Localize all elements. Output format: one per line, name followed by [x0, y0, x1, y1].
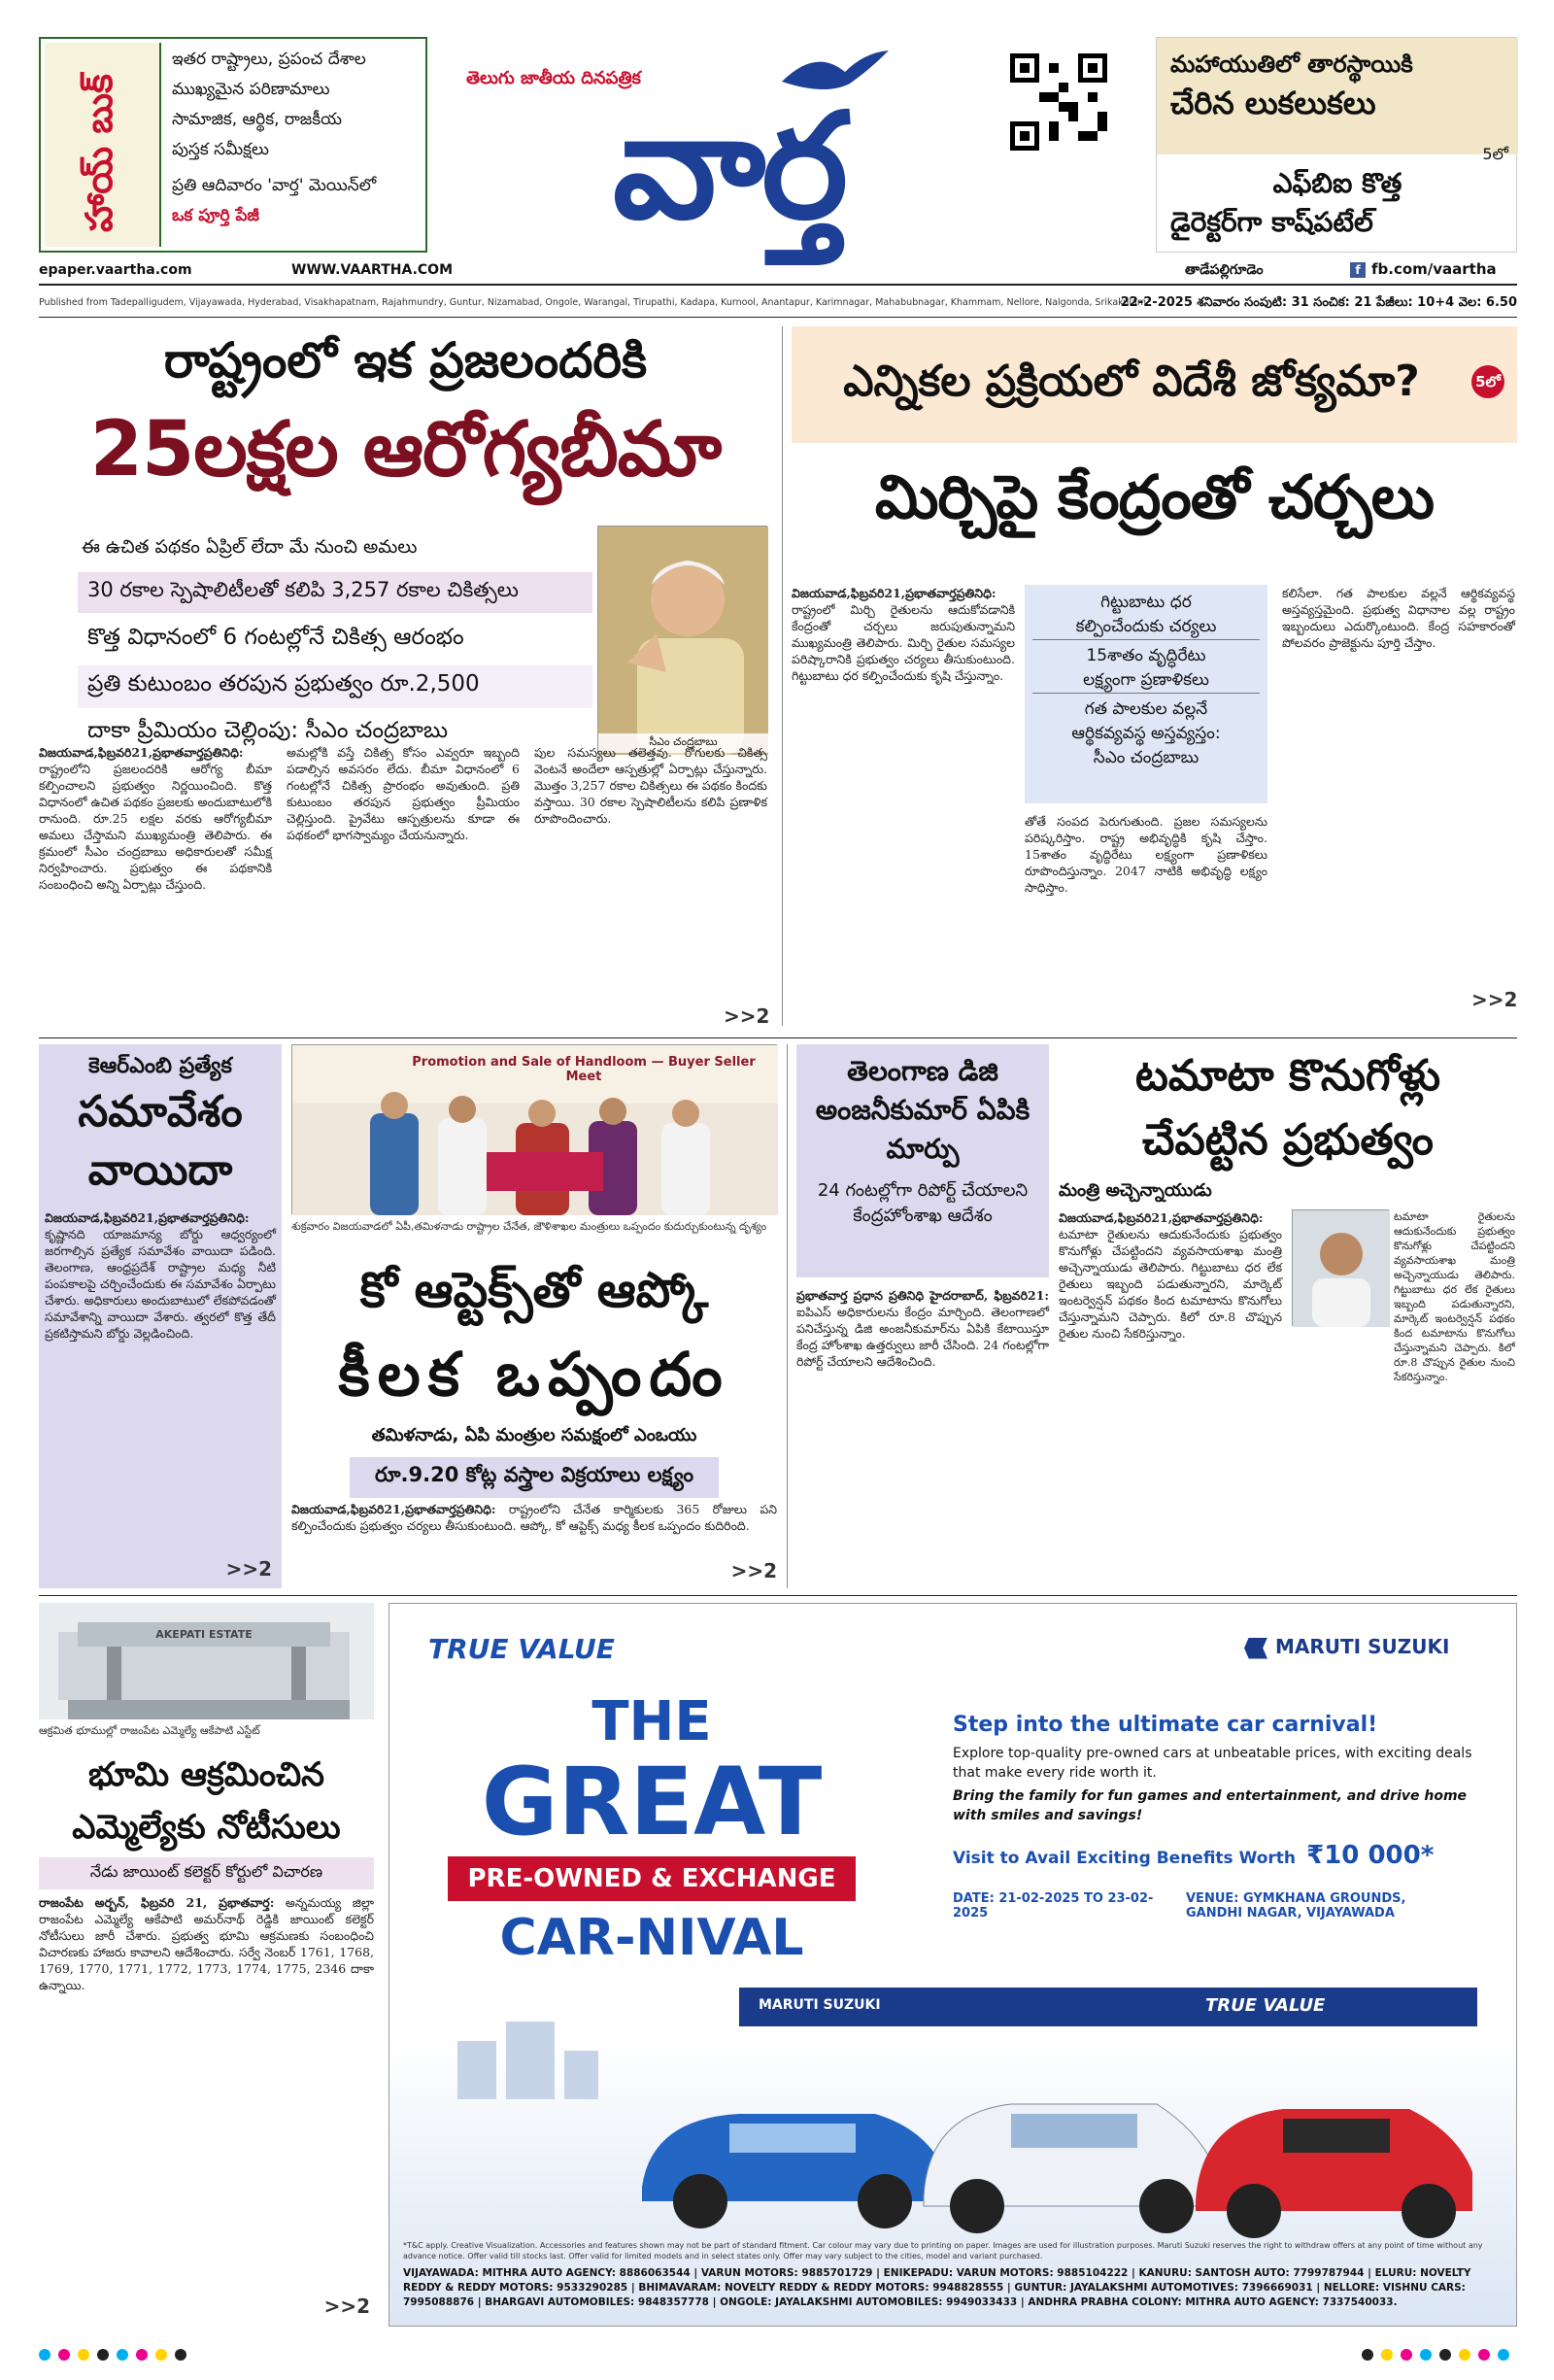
- divider-lead: [782, 326, 783, 1026]
- election-badge: 5లో: [1471, 365, 1504, 398]
- registration-dot: [1459, 2349, 1470, 2361]
- header-rule: [39, 284, 1517, 286]
- krmb-kicker: కెఆర్‌ఎంబి ప్రత్యేక: [88, 1054, 232, 1078]
- registration-dot: [1401, 2349, 1412, 2361]
- tomato-body: [1059, 1209, 1282, 1342]
- telangana-sub: 24 గంటల్లోగా రిపోర్ట్ చేయాలని: [817, 1180, 1029, 1201]
- chilli-box-line: గిట్టుబాటు ధర: [1100, 593, 1192, 612]
- krmb-body: [45, 1209, 276, 1342]
- teaser-bottom: [1157, 160, 1518, 254]
- masthead-title: వార్త: [612, 83, 845, 252]
- lead-col-1-text: రాష్ట్రంలోని ప్రజలందరికి ఆరోగ్య బీమా కల్పించాలని ప్రభుత్వం నిర్ణయించింది. కొత్త విధానంలో ఉచిత పథకం ప్రజలకు అందుబాటులోకి రానుంది. రూ.25 లక్షల వరకు ఆరోగ్యబీమా అమలు చేస్తామని ముఖ్యమంత్రి తెలిపారు. ఈ క్రమంలో సీఎం చంద్రబాబు అధికారులతో సమీక్ష నిర్వహించారు. ప్రభుత్వం ఈ పథకానికి సంబంధించి అన్ని ఏర్పాట్లు చేస్తుంది.: [39, 762, 272, 892]
- lead-sub: ప్రతి కుటుంబం తరపున ప్రభుత్వం రూ.2,500: [78, 665, 592, 708]
- teaser-line-1: మహాయుతిలో తారస్థాయికి: [1170, 51, 1413, 78]
- lead-sub: 30 రకాల స్పెషాలిటీలతో కలిపి 3,257 రకాల చికిత్సలు: [78, 572, 592, 613]
- right-teaser[interactable]: [1156, 37, 1517, 253]
- ad-tagline: Step into the ultimate car carnival!: [953, 1713, 1378, 1737]
- krmb-story[interactable]: [39, 1044, 282, 1588]
- ad-cars: [419, 2022, 1487, 2235]
- lead-col-3: పుల సమస్యలు తలెత్తవు. రోగులకు చికిత్స వెంటనే అందేలా ఆస్పత్రుల్లో ఏర్పాట్లు చేస్తున్నారు. మొత్తం 3,257 రకాల చికిత్సలు ఈ పథకం కిందకు వస్తాయి. 30 రకాల స్పెషాలిటీలను కలిపి ప్రణాళిక రూపొందించారు.: [534, 745, 767, 826]
- registration-dot: [175, 2349, 186, 2361]
- ad-disclaimer: *T&C apply. Creative Visualization. Accessories and features shown may not be part of standard fitment. Car colour may vary due to printing on paper. Images are used for illustration purposes. Maruti Suzuki reserves the right to withdraw offers at any point of time without any advance notice. Offer valid till stocks last. Offer valid for limited models and in select states only. Offer may vary subject to the cities, model and variant purchased.: [403, 2241, 1483, 2261]
- qr-code-icon[interactable]: [1010, 53, 1107, 151]
- ad-title-4: CAR-NIVAL: [499, 1909, 804, 1967]
- facebook-icon: f: [1350, 262, 1366, 278]
- lead-sub: ఈ ఉచిత పథకం ఏప్రిల్ లేదా మే నుంచి అమలు: [82, 536, 418, 558]
- apco-story[interactable]: [291, 1044, 777, 1588]
- ad-title-2: GREAT: [481, 1748, 823, 1856]
- promo-logo: [45, 43, 161, 247]
- teaser-line-3: ఎఫ్‌బిఐ కొత్త: [1272, 167, 1402, 199]
- ad-benefit-value: ₹10 000*: [1306, 1841, 1435, 1870]
- ad-title: [448, 1691, 856, 2012]
- registration-dot: [97, 2349, 109, 2361]
- krmb-more-link[interactable]: >>2: [225, 1557, 272, 1581]
- ad-showroom-right: TRUE VALUE: [1205, 1995, 1326, 2016]
- ad-desc-2: Bring the family for fun games and entertainment, and drive home with smiles and savings!: [953, 1788, 1468, 1823]
- ad-benefit-label: Visit to Avail Exciting Benefits Worth: [953, 1849, 1297, 1868]
- ad-event-info: [953, 1891, 1477, 1921]
- lead-byline: విజయవాడ,ఫిబ్రవరి21,ప్రభాతవార్తప్రతినిధి:: [39, 745, 244, 760]
- suzuki-logo-icon: [1244, 1638, 1267, 1659]
- registration-dot: [1381, 2349, 1393, 2361]
- chilli-col-1: [792, 585, 1015, 684]
- ad-showroom: [739, 1988, 1477, 2026]
- lead-columns: [39, 744, 772, 1036]
- ad-dealers: VIJAYAWADA: MITHRA AUTO AGENCY: 8886063544 | VARUN MOTORS: 9885701729 | ENIKEPADU: VARUN MOTORS: 9885104222 | KANURU: SANTOSH AUTO: 7799787944 | ELURU: NOVELTY REDDY & REDDY MOTORS: 9533290285 | BHIMAVARAM: NOVELTY REDDY & REDDY MOTORS: 9948828555 | GUNTUR: JAYALAKSHMI AUTOMOTIVES: 7396669031 | NELLORE: VISHNU CARS: 7995088876 | BHARGAVI AUTOMOBILES: 9848357778 | ONGOLE: JAYALAKSHMI AUTOMOBILES: 9949033433 | ANDHRA PRABHA COLONY: MITHRA AUTO AGENCY: 7337540033.: [403, 2267, 1471, 2308]
- telangana-body: [796, 1287, 1049, 1370]
- registration-dot: [78, 2349, 89, 2361]
- minister-photo: [1292, 1209, 1389, 1326]
- krmb-byline: విజయవాడ,ఫిబ్రవరి21,ప్రభాతవార్తప్రతినిధి:: [45, 1210, 250, 1225]
- tomato-headline-2: చేపట్టిన ప్రభుత్వం: [1142, 1115, 1434, 1165]
- telangana-body-text: ఐపిఎస్ అధికారులను కేంద్రం మార్చింది. తెలంగాణలో పనిచేస్తున్న డిజి అంజనీకుమార్‌ను ఏపికి కేటాయిస్తూ కేంద్ర హోంశాఖ ఉత్తర్వులు జారీ చేసింది. 24 గంటల్లోగా రిపోర్ట్ చేయాలని ఆదేశించింది.: [796, 1305, 1049, 1369]
- land-photo-caption: ఆక్రమిత భూముల్లో రాజంపేట ఎమ్మెల్యే ఆకేపాటి ఎస్టేట్: [39, 1724, 260, 1737]
- cm-photo-caption: సీఎం చంద్రబాబు: [598, 733, 768, 753]
- dateline-rule: [39, 317, 1517, 318]
- telangana-sub-2: కేంద్రహోంశాఖ ఆదేశం: [853, 1206, 993, 1226]
- tagline: తెలుగు జాతీయ దినపత్రిక: [466, 68, 641, 88]
- land-sub: నేడు జాయింట్ కలెక్టర్ కోర్టులో విచారణ: [39, 1857, 374, 1889]
- chilli-box-line: కల్పించేందుకు చర్యలు: [1032, 615, 1260, 640]
- lead-sub: కొత్త విధానంలో 6 గంటల్లోనే చికిత్స ఆరంభం: [87, 625, 464, 650]
- registration-dot: [1420, 2349, 1432, 2361]
- ad-title-1: THE: [591, 1690, 712, 1753]
- chilli-byline: విజయవాడ,ఫిబ్రవరి21,ప్రభాతవార్తప్రతినిధి:: [792, 586, 997, 600]
- land-body: [39, 1894, 374, 1993]
- true-value-ad[interactable]: [388, 1603, 1517, 2327]
- registration-dots-left: [39, 2349, 1517, 2361]
- chilli-box-line: సీఎం చంద్రబాబు: [1093, 748, 1199, 767]
- lead-story[interactable]: [39, 326, 772, 1036]
- registration-dot: [1498, 2349, 1509, 2361]
- lead-subs: [78, 530, 592, 755]
- chilli-col-2: తోతే సంపద పెరుగుతుంది. ప్రజల సమస్యలను పరిష్కరిస్తాం. రాష్ట్ర అభివృద్ధికి కృషి చేస్తాం. 15శాతం వృద్ధిరేటు లక్ష్యంగా ప్రణాళికలు రూపొందిస్తున్నాం. 2047 నాటికి అభివృద్ధి లక్ష్యం సాధిస్తాం.: [1025, 814, 1267, 895]
- ad-date: DATE: 21-02-2025 TO 23-02-2025: [953, 1891, 1154, 1921]
- ad-benefit: [953, 1841, 1477, 1870]
- krmb-body-text: కృష్ణానది యాజమాన్య బోర్డు ఆధ్వర్యంలో జరగాల్సిన ప్రత్యేక సమావేశం వాయిదా పడింది. తెలంగాణ, ఆంధ్రప్రదేశ్ రాష్ట్రాల మధ్య నీటి పంపకాలపై చర్చించేందుకు ఈ సమావేశం ఏర్పాటు చేశారు. అధికారులు అందుబాటులో లేకపోవడంతో సమావేశాన్ని వాయిదా వేశారు. త్వరలో కొత్త తేదీ ప్రకటిస్తామని బోర్డు వెల్లడించింది.: [45, 1227, 276, 1341]
- krmb-headline-2: వాయిదా: [87, 1145, 233, 1195]
- land-more-link[interactable]: >>2: [323, 2295, 370, 2318]
- teaser-line-4: డైరెక్టర్‌గా కాష్‌పటేల్: [1170, 206, 1373, 238]
- lead-headline: 25లక్షల ఆరోగ్యబీమా: [89, 406, 722, 493]
- teaser-badge: 5లో: [1482, 145, 1508, 163]
- tomato-body-text: టమాటా రైతులను ఆదుకునేందుకు ప్రభుత్వం కొనుగోళ్లు చేపట్టిందని వ్యవసాయశాఖ మంత్రి అచ్చెన్నాయుడు తెలిపారు. గిట్టుబాటు ధర లేక రైతులు ఇబ్బంది పడుతున్నారని, మార్కెట్ ఇంటర్వెన్షన్ పథకం కింద టమాటాను కొనుగోలు చేస్తున్నామని చెప్పారు. కిలో రూ.8 చొప్పున రైతుల నుంచి సేకరిస్తున్నాం.: [1059, 1227, 1282, 1341]
- cm-photo: [597, 526, 767, 754]
- chilli-more-link[interactable]: >>2: [1471, 988, 1518, 1011]
- ad-brand-right-text: MARUTI SUZUKI: [1275, 1635, 1450, 1658]
- registration-dot: [117, 2349, 128, 2361]
- lead-col-2: అమల్లోకి వస్తే చికిత్స కోసం ఎవ్వరూ ఇబ్బంది పడాల్సిన అవసరం లేదు. బీమా విధానంలో 6 గంటల్లోనే చికిత్స ప్రారంభం అవుతుంది. ప్రతి కుటుంబం తరపున ప్రభుత్వం ప్రీమియం చెల్లిస్తుంది. ప్రైవేటు ఆస్పత్రులను కూడా ఈ పథకంలో భాగస్వామ్యం చేయనున్నారు.: [287, 745, 520, 842]
- ad-venue: VENUE: GYMKHANA GROUNDS, GANDHI NAGAR, VIJAYAWADA: [1186, 1891, 1406, 1921]
- promo-logo-text: హాయ్ బుక్: [78, 74, 120, 232]
- promo-line: ప్రతి ఆదివారం 'వార్త' మెయిన్‌లో: [172, 176, 377, 195]
- apco-sub: తమిళనాడు, ఏపి మంత్రుల సమక్షంలో ఎంఒయు: [371, 1425, 697, 1445]
- left-promo[interactable]: [39, 37, 427, 253]
- apco-body: [291, 1501, 777, 1534]
- tomato-sub: మంత్రి అచ్చెన్నాయుడు: [1059, 1180, 1212, 1201]
- estate-sign: AKEPATI ESTATE: [155, 1628, 253, 1641]
- apco-byline: విజయవాడ,ఫిబ్రవరి21,ప్రభాతవార్తప్రతినిధి:: [291, 1502, 496, 1516]
- mid-rule-2: [39, 1595, 1517, 1596]
- promo-line: ఒక పూర్తి పేజీ: [172, 206, 259, 225]
- chilli-col-1-text: రాష్ట్రంలో మిర్చి రైతులను ఆదుకోవడానికి కేంద్రంతో చర్చలు జరుపుతున్నామని ముఖ్యమంత్రి తెలిపారు. మిర్చి రైతుల సమస్యల పరిష్కారానికి ప్రభుత్వం చర్యలు తీసుకుంటుంది. గిట్టుబాటు ధర కల్పించేందుకు కృషి చేస్తున్నాం.: [792, 602, 1015, 683]
- apco-amount: రూ.9.20 కోట్ల వస్త్రాల విక్రయాలు లక్ష్యం: [350, 1457, 719, 1498]
- registration-dot: [39, 2349, 51, 2361]
- tomato-story[interactable]: [1059, 1044, 1517, 1588]
- registration-dot: [1478, 2349, 1490, 2361]
- mid-rule-1: [39, 1037, 1517, 1038]
- chilli-box-line: గత పాలకుల వల్లనే: [1084, 699, 1208, 719]
- apco-photo: [291, 1044, 777, 1214]
- land-headline: భూమి ఆక్రమించిన ఎమ్మెల్యేకు నోటీసులు: [72, 1755, 341, 1847]
- promo-line: ముఖ్యమైన పరిణామాలు: [172, 80, 330, 99]
- ad-brand-right: [1244, 1635, 1449, 1659]
- lead-more-link[interactable]: >>2: [724, 1004, 770, 1028]
- tomato-byline: విజయవాడ,ఫిబ్రవరి21,ప్రభాతవార్తప్రతినిధి:: [1059, 1210, 1264, 1225]
- facebook-handle: fb.com/vaartha: [1371, 260, 1497, 278]
- apco-photo-caption: శుక్రవారం విజయవాడలో ఏపీ,తమిళనాడు రాష్ట్రాల చేనేత, జౌళిశాఖల మంత్రులు ఒప్పందం కుదుర్చుకుంటున్న దృశ్యం: [291, 1220, 767, 1233]
- land-story[interactable]: [39, 1603, 374, 2322]
- epaper-link[interactable]: epaper.vaartha.com: [39, 262, 192, 278]
- election-teaser[interactable]: [792, 326, 1517, 443]
- promo-line: సామాజిక, ఆర్థిక, రాజకీయ: [172, 110, 342, 129]
- chilli-box-line: 15శాతం వృద్ధిరేటు: [1086, 646, 1206, 665]
- chilli-box-line: ఆర్థికవ్యవస్థ అస్తవ్యస్తం:: [1071, 724, 1221, 743]
- chilli-headline: మిర్చిపై కేంద్రంతో చర్చలు: [874, 461, 1435, 532]
- chilli-box: [1025, 585, 1267, 803]
- ad-title-3: PRE-OWNED & EXCHANGE: [448, 1856, 856, 1901]
- apco-headline-1: కో ఆప్టెక్స్‌తో ఆప్కో: [359, 1262, 709, 1318]
- chilli-box-line: లక్ష్యంగా ప్రణాళికలు: [1032, 668, 1260, 694]
- registration-dot: [155, 2349, 167, 2361]
- telangana-box: [796, 1044, 1049, 1277]
- apco-banner: Promotion and Sale of Handloom — Buyer Seller Meet: [412, 1055, 756, 1084]
- lead-kicker: రాష్ట్రంలో ఇక ప్రజలందరికి: [163, 332, 648, 389]
- krmb-headline-1: సమావేశం: [78, 1087, 243, 1137]
- tomato-col-right: టమాటా రైతులను ఆదుకునేందుకు ప్రభుత్వం కొనుగోళ్లు చేపట్టిందని వ్యవసాయశాఖ మంత్రి అచ్చెన్నాయుడు తెలిపారు. గిట్టుబాటు ధర లేక రైతులు ఇబ్బంది పడుతున్నారని, మార్కెట్ ఇంటర్వెన్షన్ పథకం కింద టమాటాను కొనుగోలు చేస్తున్నామని చెప్పారు. కిలో రూ.8 చొప్పున రైతుల నుంచి సేకరిస్తున్నాం.: [1394, 1210, 1515, 1383]
- registration-dots-right: [1362, 2349, 1517, 2361]
- land-byline: రాజంపేట అర్బన్, ఫిబ్రవరి 21, ప్రభాతవార్త:: [39, 1895, 275, 1910]
- ad-brand-left: TRUE VALUE: [428, 1633, 615, 1665]
- telangana-byline: ప్రభాతవార్త ప్రధాన ప్రతినిధి హైదరాబాద్, ఫిబ్రవరి21:: [796, 1288, 1049, 1303]
- divider-mid: [787, 1044, 788, 1588]
- edition-city: తాడేపల్లిగూడెం: [1185, 262, 1264, 278]
- promo-lines: [172, 45, 422, 231]
- apco-more-link[interactable]: >>2: [730, 1559, 777, 1582]
- registration-dot: [1362, 2349, 1373, 2361]
- promo-line: ఇతర రాష్ట్రాలు, ప్రపంచ దేశాల: [172, 50, 366, 69]
- lead-col-1: [39, 744, 272, 893]
- telangana-headline: తెలంగాణ డిజి అంజనీకుమార్ ఏపికి మార్పు: [815, 1055, 1030, 1165]
- teaser-top: [1157, 38, 1518, 154]
- facebook-link[interactable]: [1350, 260, 1497, 278]
- apco-body-text: రాష్ట్రంలోని చేనేత కార్మికులకు 365 రోజులు పని కల్పించేందుకు ప్రభుత్వం చర్యలు తీసుకుంటుంది. ఆప్కో, కో ఆప్టెక్స్ మధ్య కీలక ఒప్పందం కుదిరింది.: [291, 1502, 778, 1533]
- ad-desc: Explore top-quality pre-owned cars at unbeatable prices, with exciting deals that make every ride worth it.: [953, 1746, 1472, 1781]
- teaser-line-2: చేరిన లుకలుకలు: [1170, 85, 1376, 121]
- apco-headline-2: కీలక ఒప్పందం: [338, 1339, 730, 1410]
- tomato-headline-1: టమాటా కొనుగోళ్లు: [1134, 1051, 1441, 1101]
- promo-line: పుస్తక సమీక్షలు: [172, 140, 269, 159]
- registration-dot: [58, 2349, 70, 2361]
- website-link[interactable]: WWW.VAARTHA.COM: [291, 262, 453, 278]
- land-body-text: అన్నమయ్య జిల్లా రాజంపేట ఎమ్మెల్యే ఆకేపాటి అమర్‌నాథ్ రెడ్డికి జాయింట్ కలెక్టర్ నోటీసులు జారీ చేశారు. ప్రభుత్వ భూమి ఆక్రమణకు సంబంధించి విచారణకు హాజరు కావాలని ఆదేశించారు. సర్వే నెంబర్ 1761, 1768, 1769, 1770, 1771, 1772, 1773, 1774, 1775, 2346 దాకా ఉన్నాయి.: [39, 1895, 374, 1992]
- chilli-col-3: కలిసేలా. గత పాలకుల వల్లనే ఆర్థికవ్యవస్థ అస్తవ్యస్తమైంది. ప్రభుత్వ విధానాల వల్ల రాష్ట్రం ఇబ్బందులు ఎదుర్కొంటుంది. కేంద్ర సహకారంతో పోలవరం ప్రాజెక్టును పూర్తి చేస్తాం.: [1282, 586, 1515, 650]
- telangana-story[interactable]: [796, 1044, 1049, 1588]
- chilli-story[interactable]: [792, 449, 1517, 1032]
- registration-dot: [136, 2349, 148, 2361]
- ad-copy: [953, 1711, 1477, 1921]
- published-from: Published from Tadepalligudem, Vijayawada, Hyderabad, Visakhapatnam, Rajahmundry, Guntur, Nizamabad, Ongole, Warangal, Tirupathi, Kadapa, Kurnool, Anantapur, Karimnagar, Mahabubnagar, Khammam, Nellore, Nalgonda, Srikakulam: [39, 297, 1147, 308]
- land-photo: [39, 1603, 374, 1719]
- registration-dot: [1439, 2349, 1451, 2361]
- registration-dots: [39, 2349, 1517, 2364]
- election-headline: ఎన్నికల ప్రక్రియలో విదేశీ జోక్యమా?: [843, 357, 1420, 406]
- ad-showroom-left: MARUTI SUZUKI: [759, 1997, 881, 2013]
- header: [0, 0, 1554, 291]
- dateline: 22-2-2025 శనివారం సంపుటి: 31 సంచిక: 21 పేజీలు: 10+4 వెల: 6.50: [1120, 295, 1517, 310]
- lead-sub: దాకా ప్రీమియం చెల్లింపు: సీఎం చంద్రబాబు: [87, 718, 449, 743]
